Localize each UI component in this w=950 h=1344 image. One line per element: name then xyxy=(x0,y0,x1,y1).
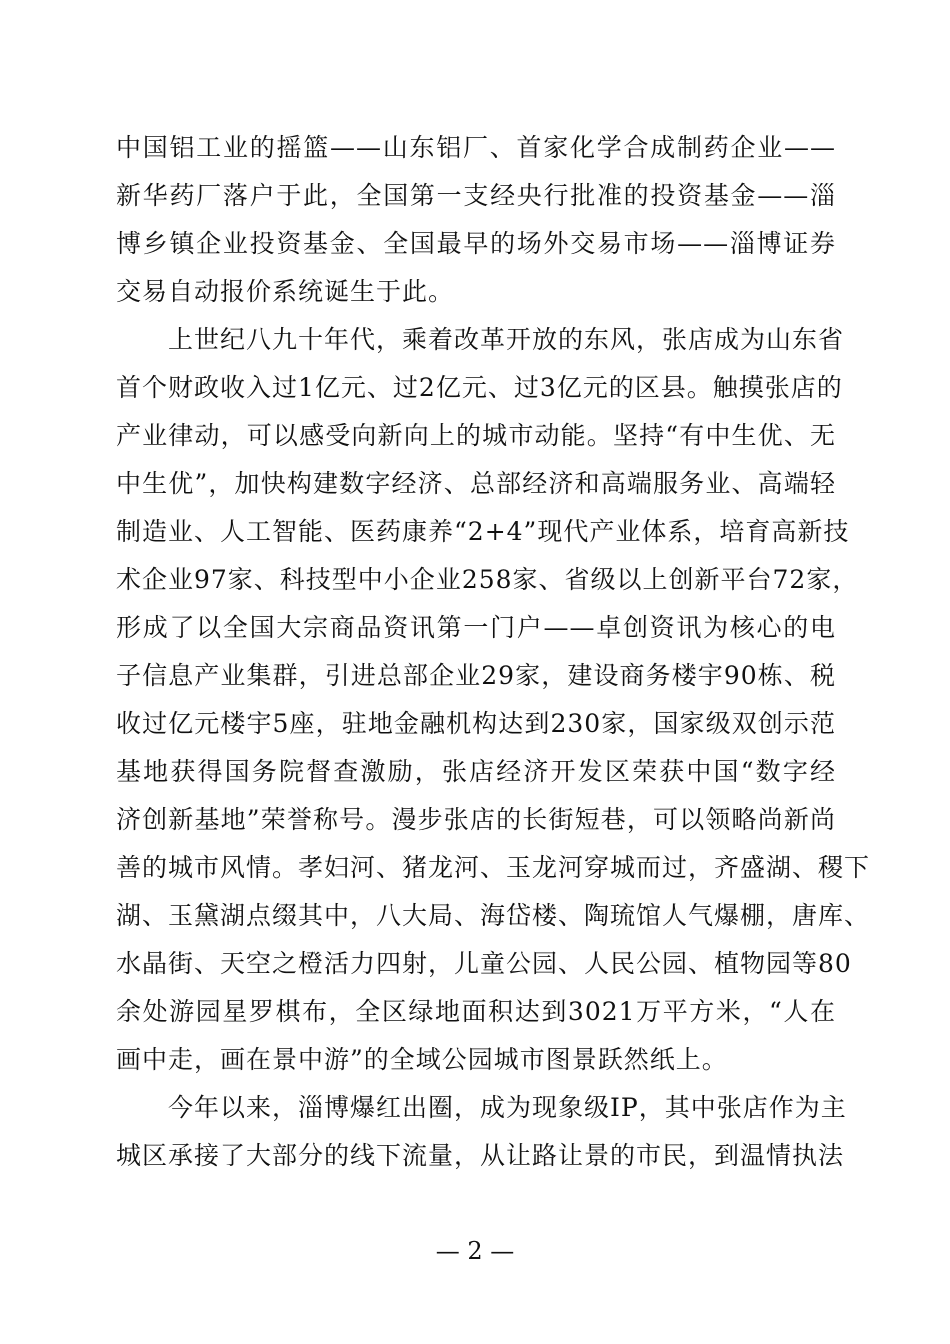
text-line: 中国铝工业的摇篮——山东铝厂、首家化学合成制药企业—— xyxy=(116,133,836,162)
text-line: 城区承接了大部分的线下流量，从让路让景的市民，到温情执法 xyxy=(116,1141,845,1170)
text-line: 新华药厂落户于此，全国第一支经央行批准的投资基金——淄 xyxy=(116,181,836,210)
paragraph-start-line: 今年以来，淄博爆红出圈，成为现象级IP，其中张店作为主 xyxy=(168,1093,847,1122)
text-line: 博乡镇企业投资基金、全国最早的场外交易市场——淄博证券 xyxy=(116,229,836,258)
text-line: 交易自动报价系统诞生于此。 xyxy=(116,277,455,306)
text-line: 湖、玉黛湖点缀其中，八大局、海岱楼、陶琉馆人气爆棚，唐库、 xyxy=(116,901,871,930)
paragraph-start-line: 上世纪八九十年代，乘着改革开放的东风，张店成为山东省 xyxy=(168,325,845,354)
text-line: 首个财政收入过1亿元、过2亿元、过3亿元的区县。触摸张店的 xyxy=(116,373,843,402)
text-line: 济创新基地”荣誉称号。漫步张店的长街短巷，可以领略尚新尚 xyxy=(116,805,836,834)
text-line: 产业律动，可以感受向新向上的城市动能。坚持“有中生优、无 xyxy=(116,421,836,450)
text-line: 余处游园星罗棋布，全区绿地面积达到3021万平方米，“人在 xyxy=(116,997,836,1026)
text-line: 子信息产业集群，引进总部企业29家，建设商务楼宇90栋、税 xyxy=(116,661,836,690)
text-line: 中生优”，加快构建数字经济、总部经济和高端服务业、高端轻 xyxy=(116,469,836,498)
text-line: 术企业97家、科技型中小企业258家、省级以上创新平台72家， xyxy=(116,565,859,594)
text-line: 基地获得国务院督查激励，张店经济开发区荣获中国“数字经 xyxy=(116,757,836,786)
text-line: 形成了以全国大宗商品资讯第一门户——卓创资讯为核心的电 xyxy=(116,613,836,642)
body-text xyxy=(116,124,871,1180)
text-line: 水晶街、天空之橙活力四射，儿童公园、人民公园、植物园等80 xyxy=(116,949,852,978)
text-line: 收过亿元楼宇5座，驻地金融机构达到230家，国家级双创示范 xyxy=(116,709,836,738)
text-line: 画中走，画在景中游”的全域公园城市图景跃然纸上。 xyxy=(116,1045,728,1074)
page-number: — 2 — xyxy=(435,1237,515,1265)
text-line: 制造业、人工智能、医药康养“2+4”现代产业体系，培育高新技 xyxy=(116,517,850,546)
text-line: 善的城市风情。孝妇河、猪龙河、玉龙河穿城而过，齐盛湖、稷下 xyxy=(116,853,871,882)
